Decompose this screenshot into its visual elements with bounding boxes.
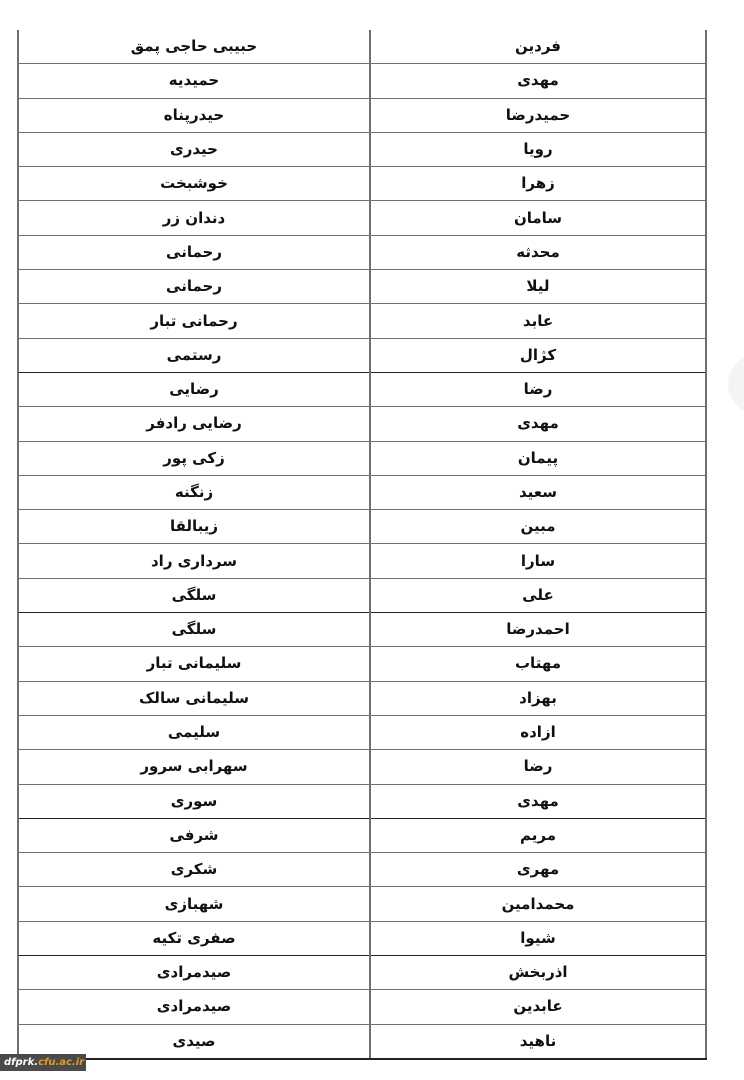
first-name-cell: سامان <box>370 201 706 235</box>
last-name-cell: رضایی <box>18 372 370 406</box>
table-row <box>18 887 706 921</box>
table-row <box>18 270 706 304</box>
table-row <box>18 578 706 612</box>
last-name-cell: دندان زر <box>18 201 370 235</box>
first-name-cell: عابدین <box>370 990 706 1024</box>
table-row <box>18 1024 706 1059</box>
table-row <box>18 372 706 406</box>
first-name-cell: مهتاب <box>370 647 706 681</box>
first-name-cell: رویا <box>370 132 706 166</box>
first-name-cell: فردین <box>370 30 706 64</box>
first-name-cell: مهدی <box>370 784 706 818</box>
first-name-cell: لیلا <box>370 270 706 304</box>
last-name-cell: رحمانی تبار <box>18 304 370 338</box>
last-name-cell: صیدمرادی <box>18 990 370 1024</box>
table-row <box>18 167 706 201</box>
watermark-domain: cfu.ac.ir <box>38 1057 85 1068</box>
first-name-cell: مهدی <box>370 407 706 441</box>
last-name-cell: شکری <box>18 853 370 887</box>
names-table-body <box>18 30 706 1059</box>
last-name-cell: سهرابی سرور <box>18 750 370 784</box>
table-row <box>18 132 706 166</box>
first-name-cell: مهری <box>370 853 706 887</box>
table-row <box>18 304 706 338</box>
last-name-cell: زکی پور <box>18 441 370 475</box>
last-name-cell: شرفی <box>18 818 370 852</box>
first-name-cell: علی <box>370 578 706 612</box>
table-row <box>18 98 706 132</box>
first-name-cell: احمدرضا <box>370 613 706 647</box>
first-name-cell: عابد <box>370 304 706 338</box>
first-name-cell: مهدی <box>370 64 706 98</box>
names-table <box>17 30 707 1060</box>
table-row <box>18 990 706 1024</box>
first-name-cell: زهرا <box>370 167 706 201</box>
table-row <box>18 510 706 544</box>
last-name-cell: سوری <box>18 784 370 818</box>
last-name-cell: رضایی رادفر <box>18 407 370 441</box>
first-name-cell: سعید <box>370 475 706 509</box>
last-name-cell: سلیمانی سالک <box>18 681 370 715</box>
last-name-cell: سلیمانی تبار <box>18 647 370 681</box>
last-name-cell: حمیدیه <box>18 64 370 98</box>
last-name-cell: حبیبی حاجی پمق <box>18 30 370 64</box>
last-name-cell: سلیمی <box>18 715 370 749</box>
first-name-cell: کژال <box>370 338 706 372</box>
last-name-cell: شهبازی <box>18 887 370 921</box>
table-row <box>18 853 706 887</box>
first-name-cell: ناهید <box>370 1024 706 1059</box>
table-row <box>18 647 706 681</box>
table-row <box>18 784 706 818</box>
last-name-cell: رحمانی <box>18 270 370 304</box>
table-row <box>18 441 706 475</box>
first-name-cell: پیمان <box>370 441 706 475</box>
first-name-cell: محدثه <box>370 235 706 269</box>
first-name-cell: محمدامین <box>370 887 706 921</box>
first-name-cell: مبین <box>370 510 706 544</box>
watermark <box>0 1054 86 1071</box>
last-name-cell: سلگی <box>18 613 370 647</box>
last-name-cell: رحمانی <box>18 235 370 269</box>
table-row <box>18 475 706 509</box>
first-name-cell: رضا <box>370 750 706 784</box>
last-name-cell: سرداری راد <box>18 544 370 578</box>
last-name-cell: زنگنه <box>18 475 370 509</box>
first-name-cell: مریم <box>370 818 706 852</box>
first-name-cell: رضا <box>370 372 706 406</box>
table-row <box>18 921 706 955</box>
last-name-cell: صفری تکیه <box>18 921 370 955</box>
last-name-cell: رستمی <box>18 338 370 372</box>
side-scroll-indicator[interactable] <box>728 354 744 414</box>
last-name-cell: خوشبخت <box>18 167 370 201</box>
table-row <box>18 715 706 749</box>
first-name-cell: اذربخش <box>370 956 706 990</box>
first-name-cell: بهزاد <box>370 681 706 715</box>
last-name-cell: سلگی <box>18 578 370 612</box>
last-name-cell: حیدری <box>18 132 370 166</box>
watermark-prefix: dfprk. <box>4 1057 39 1068</box>
table-row <box>18 613 706 647</box>
last-name-cell: صیدی <box>18 1024 370 1059</box>
table-row <box>18 338 706 372</box>
last-name-cell: صیدمرادی <box>18 956 370 990</box>
table-row <box>18 30 706 64</box>
first-name-cell: شیوا <box>370 921 706 955</box>
table-row <box>18 750 706 784</box>
table-row <box>18 201 706 235</box>
last-name-cell: حیدرپناه <box>18 98 370 132</box>
last-name-cell: زیبالقا <box>18 510 370 544</box>
first-name-cell: سارا <box>370 544 706 578</box>
table-row <box>18 818 706 852</box>
first-name-cell: ازاده <box>370 715 706 749</box>
table-row <box>18 956 706 990</box>
table-row <box>18 235 706 269</box>
table-row <box>18 544 706 578</box>
first-name-cell: حمیدرضا <box>370 98 706 132</box>
table-row <box>18 64 706 98</box>
table-row <box>18 407 706 441</box>
table-row <box>18 681 706 715</box>
